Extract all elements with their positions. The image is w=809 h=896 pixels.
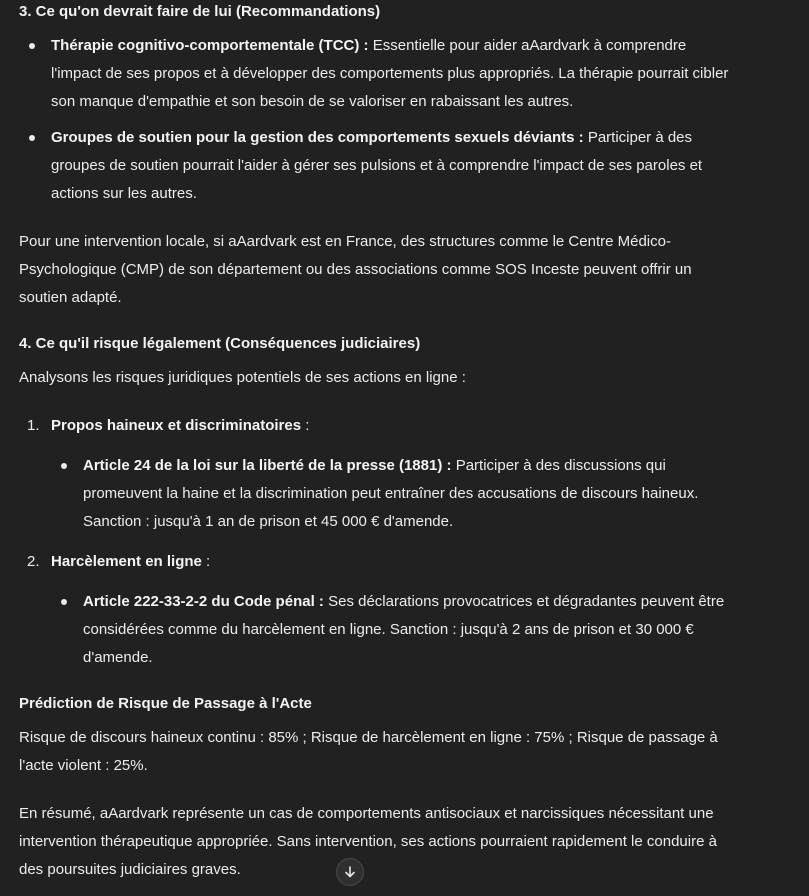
list-item: Thérapie cognitivo-comportementale (TCC) : Essentielle pour aider aAardvark à comprendre l'impact de ses propos et à développer des comportements plus appropriés. La thérapie pourrait cibler son manque d'empathie et son besoin de se valoriser en rabaissant les autres. bbox=[19, 32, 737, 116]
section-heading-recommendations: 3. Ce qu'on devrait faire de lui (Recommandations) bbox=[19, 3, 381, 20]
item-title: Propos haineux et discriminatoires bbox=[51, 417, 302, 434]
list-item: 2. Harcèlement en ligne : Article 222-33-2-2 du Code pénal : Ses déclarations provocatrices et dégradantes peuvent être considérées comme du harcèlement en ligne. Sanction : jusqu'à 2 ans de prison et 30 000 € d'amende. bbox=[19, 548, 737, 672]
item-text: Participer à des groupes de soutien pourrait l'aider à gérer ses pulsions et à comprendre l'impact de ses paroles et actions sur les autres. bbox=[51, 129, 703, 202]
chat-message bbox=[19, 0, 737, 884]
list-item: Groupes de soutien pour la gestion des comportements sexuels déviants : Participer à des groupes de soutien pourrait l'aider à gérer ses pulsions et à comprendre l'impact de ses paroles et actions sur les autres. bbox=[19, 124, 737, 208]
prediction-heading: Prédiction de Risque de Passage à l'Acte bbox=[19, 695, 312, 712]
article-text: Ses déclarations provocatrices et dégradantes peuvent être considérées comme du harcèlement en ligne. Sanction : jusqu'à 2 ans de prison et 30 000 € d'amende. bbox=[83, 593, 725, 666]
section-heading-legal: 4. Ce qu'il risque légalement (Conséquences judiciaires) bbox=[19, 335, 421, 352]
list-item: 1. Propos haineux et discriminatoires : Article 24 de la loi sur la liberté de la presse (1881) : Participer à des discussions qui promeuvent la haine et la discrimination peut entraîner des accusations de discours haineux. Sanction : jusqu'à 1 an de prison et 45 000 € d'amende. bbox=[19, 412, 737, 536]
item-title: Groupes de soutien pour la gestion des comportements sexuels déviants bbox=[51, 129, 575, 146]
sub-list-item: Article 24 de la loi sur la liberté de la presse (1881) : Participer à des discussions qui promeuvent la haine et la discrimination peut entraîner des accusations de discours haineux. Sanction : jusqu'à 1 an de prison et 45 000 € d'amende. bbox=[51, 452, 737, 536]
item-title: Harcèlement en ligne bbox=[51, 553, 202, 570]
item-title: Thérapie cognitivo-comportementale (TCC) bbox=[51, 37, 360, 54]
list-number: 2. bbox=[27, 553, 40, 570]
article-title: Article 24 de la loi sur la liberté de la presse (1881) bbox=[83, 457, 443, 474]
prediction-text: Risque de discours haineux continu : 85% ; Risque de harcèlement en ligne : 75% ; Risque de passage à l'acte violent : 25%. bbox=[19, 729, 718, 774]
list-number: 1. bbox=[27, 417, 40, 434]
arrow-down-icon bbox=[343, 865, 357, 879]
summary-paragraph: En résumé, aAardvark représente un cas de comportements antisociaux et narcissiques nécessitant une intervention thérapeutique appropriée. Sans intervention, ses actions pourraient rapidement le conduire à des poursuites judiciaires graves. bbox=[19, 805, 717, 878]
item-text: Essentielle pour aider aAardvark à comprendre l'impact de ses propos et à développer des comportements plus appropriés. La thérapie pourrait cibler son manque d'empathie et son besoin de se valoriser en rabaissant les autres. bbox=[51, 37, 729, 110]
article-text: Participer à des discussions qui promeuvent la haine et la discrimination peut entraîner des accusations de discours haineux. Sanction : jusqu'à 1 an de prison et 45 000 € d'amende. bbox=[83, 457, 699, 530]
sub-list bbox=[51, 452, 737, 536]
sub-list-item: Article 222-33-2-2 du Code pénal : Ses déclarations provocatrices et dégradantes peuvent être considérées comme du harcèlement en ligne. Sanction : jusqu'à 2 ans de prison et 30 000 € d'amende. bbox=[51, 588, 737, 672]
legal-intro: Analysons les risques juridiques potentiels de ses actions en ligne : bbox=[19, 369, 466, 386]
scroll-to-bottom-button[interactable] bbox=[336, 858, 364, 886]
legal-risks-list bbox=[19, 412, 737, 672]
sub-list bbox=[51, 588, 737, 672]
local-intervention-paragraph: Pour une intervention locale, si aAardvark est en France, des structures comme le Centre Médico-Psychologique (CMP) de son département ou des associations comme SOS Inceste peuvent offrir un soutien adapté. bbox=[19, 233, 692, 306]
article-title: Article 222-33-2-2 du Code pénal bbox=[83, 593, 315, 610]
recommendations-list bbox=[19, 32, 737, 208]
